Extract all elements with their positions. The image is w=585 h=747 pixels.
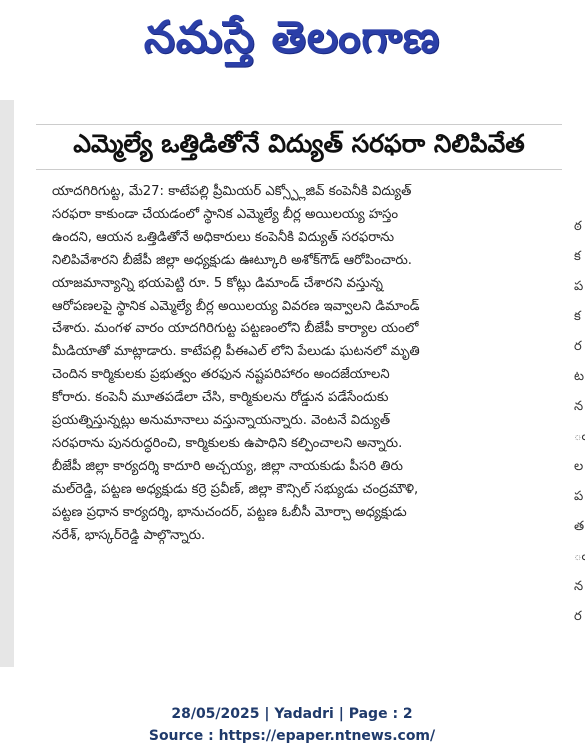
fragment-char: ర: [574, 339, 582, 354]
fragment-char: ర: [574, 609, 582, 624]
article-line: మల్‌రెడ్డి, పట్టణ అధ్యక్షుడు కర్రె ప్రవీణ్, జిల్లా కౌన్సిల్ సభ్యుడు చంద్రమౌళి,: [52, 481, 419, 497]
fragment-char: ఁ: [574, 549, 585, 564]
fragment-char: ప: [574, 489, 584, 504]
article-line: చెందిన కార్మికులకు ప్రభుత్వం తరఫున నష్టపరిహారం అందజేయాలని: [52, 367, 390, 383]
fragment-char: ట: [574, 369, 585, 384]
date-edition-page: 28/05/2025 | Yadadri | Page : 2: [171, 706, 413, 722]
article-line: యాదగిరిగుట్ట, మే27: కాటేపల్లి ప్రీమియర్ ఎక్స్ప్లోజివ్ కంపెనీకి విద్యుత్: [52, 184, 412, 199]
fragment-char: ఁ: [574, 429, 585, 444]
article-line: ఉందని, ఆయన ఒత్తిడితోనే అధికారులు కంపెనీకి విద్యుత్ సరఫరాను: [52, 229, 395, 245]
article-headline: ఎమ్మెల్యే ఒత్తిడితోనే విద్యుత్ సరఫరా నిలిపివేత: [73, 129, 525, 158]
article-line: సరఫరాను పునరుద్ధరించి, కార్మికులకు ఉపాధిని కల్పించాలని అన్నారు.: [52, 435, 403, 451]
adjacent-article-fragment: [574, 212, 584, 642]
article-line: సరఫరా కాకుండా చేయడంలో స్థానిక ఎమ్మెల్యే బీర్ల అయిలయ్య హస్తం: [52, 206, 399, 222]
fragment-char: క: [574, 309, 581, 324]
article-line: పట్టణ ప్రధాన కార్యదర్శి, భానుచందర్, పట్టణ ఓబీసీ మోర్చా అధ్యక్షుడు: [52, 504, 407, 520]
fragment-char: ల: [574, 459, 584, 474]
fragment-char: ప: [574, 279, 584, 294]
article-line: మీడియాతో మాట్లాడారు. కాటేపల్లి పీఈఎల్ లోని పేలుడు ఘటనలో మృతి: [52, 344, 420, 360]
fragment-char: ఠ: [574, 219, 582, 234]
left-margin-strip: [0, 100, 14, 667]
article-line: ప్రయత్నిస్తున్నట్లు అనుమానాలు వస్తున్నాయన్నారు. వెంటనే విద్యుత్: [52, 413, 391, 429]
article-line: చేశారు. మంగళ వారం యాదగిరిగుట్ట పట్టణంలోని బీజేపీ కార్యాల యంలో: [52, 321, 419, 337]
fragment-char: త: [574, 519, 585, 534]
article-line: బీజేపీ జిల్లా కార్యదర్శి కాదూరి అచ్చయ్య, జిల్లా నాయకుడు పీసరి తిరు: [52, 458, 403, 474]
source-url: Source : https://epaper.ntnews.com/: [148, 728, 436, 744]
fragment-char: క: [574, 249, 581, 264]
fragment-char: న: [574, 579, 584, 594]
headline-box: [36, 124, 562, 170]
article-line: ఆరోపణలపై స్థానిక ఎమ్మెల్యే బీర్ల అయిలయ్య వివరణ ఇవ్వాలని డిమాండ్: [52, 298, 420, 314]
source-footer: [0, 703, 584, 747]
article-line: యాజమాన్యాన్ని భయపెట్టి రూ. 5 కోట్లు డిమాండ్ చేశారని వస్తున్న: [52, 275, 383, 291]
article-line: నిలిపివేశారని బీజేపీ జిల్లా అధ్యక్షుడు ఊట్కూరి అశోక్‌గౌడ్ ఆరోపించారు.: [52, 252, 412, 268]
article-line: కోరారు. కంపెనీ మూతపడేలా చేసి, కార్మికులను రోడ్డున పడేసేందుకు: [52, 390, 389, 406]
article-line: నరేశ్, భాస్కర్‌రెడ్డి పాల్గొన్నారు.: [52, 527, 206, 543]
fragment-char: న: [574, 399, 584, 414]
newspaper-logo: నమస్తే తెలంగాణ: [143, 12, 441, 63]
article-body: [52, 181, 560, 548]
masthead: [0, 0, 584, 86]
